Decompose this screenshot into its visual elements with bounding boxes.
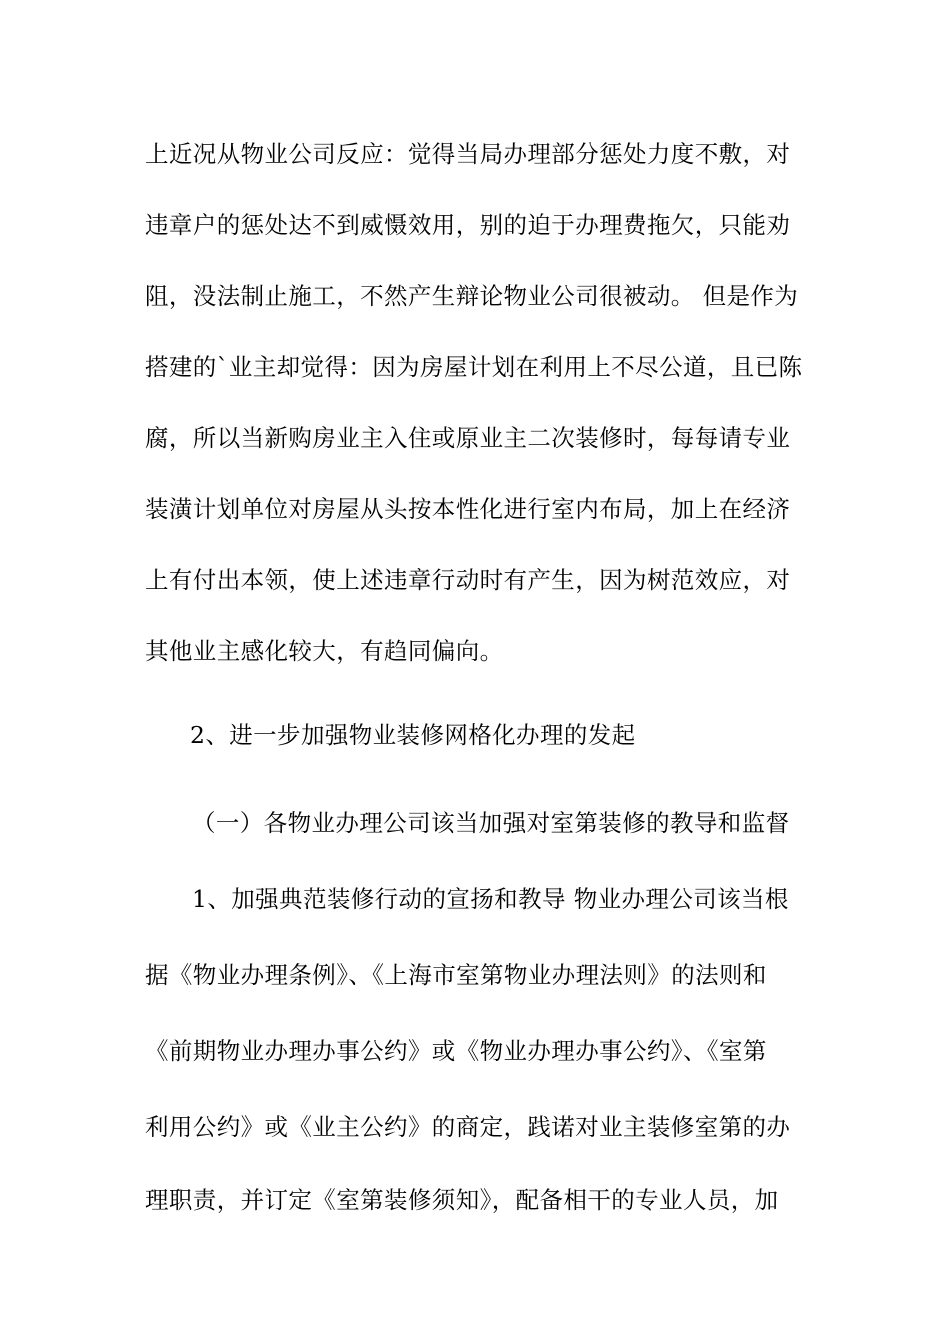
paragraph-line: 理职责，并订定《室第装修须知》，配备相干的专业人员，加: [145, 1186, 779, 1214]
paragraph-line: 据《物业办理条例》、《上海市室第物业办理法则》的法则和: [145, 961, 767, 989]
subsection-heading: （一）各物业办理公司该当加强对室第装修的教导和监督: [192, 809, 790, 837]
paragraph-line: 利用公约》或《业主公约》的商定，践诺对业主装修室第的办: [145, 1113, 791, 1141]
paragraph-line: 上近况从物业公司反应：觉得当局办理部分惩处力度不敷，对: [145, 140, 791, 168]
section-heading: 2、进一步加强物业装修网格化办理的发起: [190, 721, 636, 749]
paragraph-line: 腐，所以当新购房业主入住或原业主二次装修时，每每请专业: [145, 424, 791, 452]
paragraph-line: 1、加强典范装修行动的宣扬和教导 物业办理公司该当根: [192, 885, 789, 913]
paragraph-line: 搭建的`业主却觉得：因为房屋计划在利用上不尽公道，且已陈: [145, 353, 803, 381]
paragraph-line: 其他业主感化较大，有趋同偏向。: [145, 637, 504, 665]
paragraph-line: 装潢计划单位对房屋从头按本性化进行室内布局，加上在经济: [145, 495, 791, 523]
paragraph-line: 违章户的惩处达不到威慑效用，别的迫于办理费拖欠，只能劝: [145, 211, 791, 239]
paragraph-line: 上有付出本领，使上述违章行动时有产生，因为树范效应，对: [145, 566, 791, 594]
paragraph-line: 阻，没法制止施工，不然产生辩论物业公司很被动。 但是作为: [145, 282, 799, 310]
paragraph-line: 《前期物业办理办事公约》或《物业办理办事公约》、《室第: [145, 1037, 767, 1065]
